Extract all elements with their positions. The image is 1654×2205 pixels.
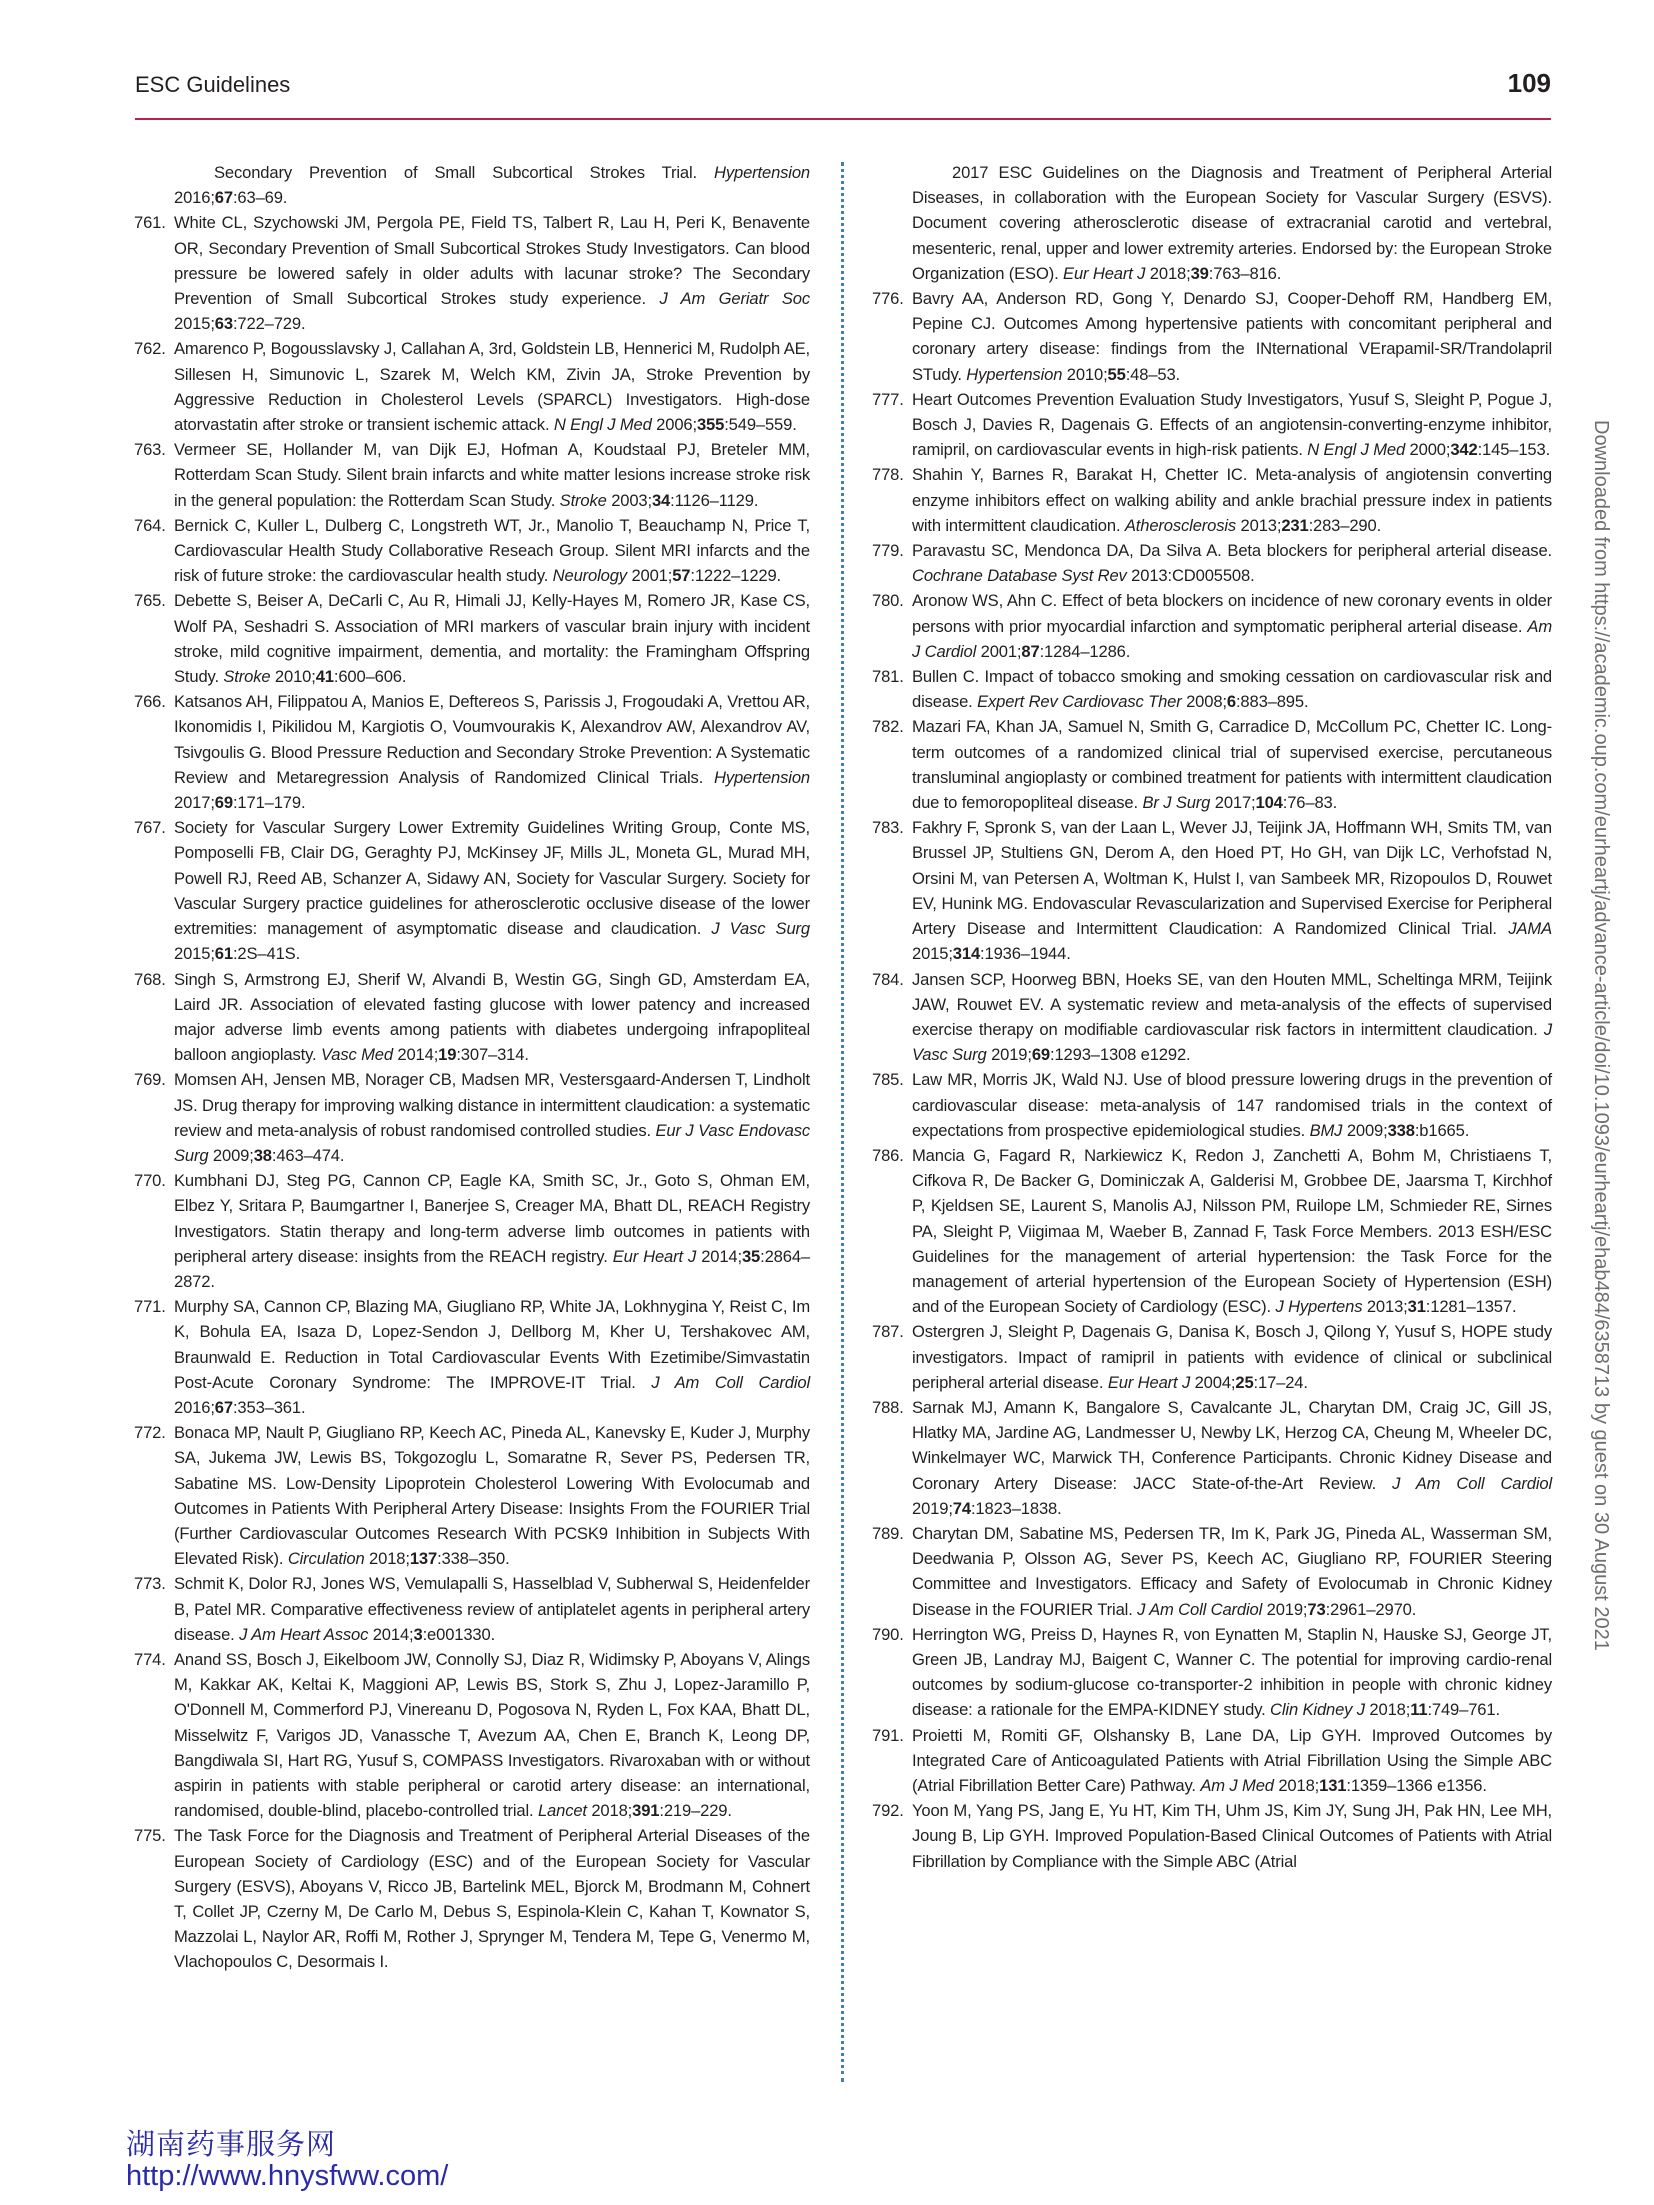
reference-entry	[134, 1647, 810, 1823]
reference-year: 2017;	[174, 793, 215, 813]
reference-entry	[134, 689, 810, 815]
reference-number: 783.	[872, 818, 904, 838]
volume-number: 57	[672, 566, 691, 586]
journal-name: N Engl J Med	[553, 415, 652, 435]
reference-year: 2018;	[1369, 1700, 1411, 1720]
reference-text: Jansen SCP, Hoorweg BBN, Hoeks SE, van den Houten MML, Scheltinga MRM, Teijink JAW, Rouwet EV. A systematic review and meta-analysis of the effects of supervised exercise therapy on modifiable cardiovascular risk factors in intermittent claudication.	[912, 969, 1552, 1039]
volume-number: 87	[1021, 641, 1040, 661]
volume-number: 67	[214, 188, 233, 208]
reference-text: Anand SS, Bosch J, Eikelboom JW, Connolly SJ, Diaz R, Widimsky P, Aboyans V, Alings M, Kakkar AK, Keltai K, Maggioni AP, Lewis BS, Stork S, Zhu J, Lopez-Jaramillo P, O'Donnell M, Commerford PJ, Vinereanu D, Pogosova N, Ryden L, Fox KAA, Bhatt DL, Misselwitz F, Varigos JD, Vanassche T, Avezum AA, Chen E, Branch K, Leong DP, Bangdiwala SI, Hart RG, Yusuf S, COMPASS Investigators. Rivaroxaban with or without aspirin in patients with stable peripheral or carotid artery disease: an international, randomised, double-blind, placebo-controlled trial.	[174, 1649, 810, 1821]
reference-entry	[872, 967, 1552, 1068]
page-range: :1126–1129.	[670, 490, 759, 510]
journal-name: Stroke	[223, 667, 271, 687]
journal-name: Hypertension	[714, 767, 810, 787]
reference-text: Kumbhani DJ, Steg PG, Cannon CP, Eagle KA, Smith SC, Jr., Goto S, Ohman EM, Elbez Y, Sritara P, Baumgartner I, Banerjee S, Creager MA, Bhatt DL, REACH Registry Investigators. Statin therapy and long-term adverse limb outcomes in patients with peripheral artery disease: insights from the REACH registry.	[174, 1171, 810, 1266]
page-range: :338–350.	[437, 1549, 510, 1569]
reference-year: 2006;	[656, 415, 697, 435]
reference-entry	[134, 1420, 810, 1571]
reference-text: Fakhry F, Spronk S, van der Laan L, Wever JJ, Teijink JA, Hoffmann WH, Smits TM, van Brussel JP, Stultiens GN, Derom A, den Hoed PT, Ho GH, van Dijk LC, Verhofstad N, Orsini M, van Petersen A, Woltman K, Hulst I, van Sambeek MR, Rizopoulos D, Rouwet EV, Hunink MG. Endovascular Revascularization and Supervised Exercise for Peripheral Artery Disease and Intermittent Claudication: A Randomized Clinical Trial.	[912, 818, 1552, 939]
reference-number: 780.	[872, 591, 904, 611]
reference-text: Murphy SA, Cannon CP, Blazing MA, Giugliano RP, White JA, Lokhnygina Y, Reist C, Im K, Bohula EA, Isaza D, Lopez-Sendon J, Dellborg M, Kher U, Tershakovec AM, Braunwald E. Reduction in Total Cardiovascular Events With Ezetimibe/Simvastatin Post-Acute Coronary Syndrome: The IMPROVE-IT Trial.	[174, 1297, 810, 1392]
journal-name: Hypertension	[966, 364, 1063, 384]
reference-text: Shahin Y, Barnes R, Barakat H, Chetter IC. Meta-analysis of angiotensin converting enzyme inhibitors effect on walking ability and ankle brachial pressure index in patients with intermittent claudication.	[912, 465, 1552, 535]
reference-text: Paravastu SC, Mendonca DA, Da Silva A. Beta blockers for peripheral arterial disease.	[912, 541, 1552, 561]
journal-name: Neurology	[552, 566, 627, 586]
reference-year: 2004;	[1194, 1372, 1236, 1392]
reference-text: White CL, Szychowski JM, Pergola PE, Field TS, Talbert R, Lau H, Peri K, Benavente OR, Secondary Prevention of Small Subcortical Strokes Study Investigators. Can blood pressure be lowered safely in older adults with lacunar stroke? The Secondary Prevention of Small Subcortical Strokes study experience.	[174, 213, 810, 309]
reference-number: 766.	[134, 692, 166, 712]
reference-number: 776.	[872, 289, 904, 309]
page-number: 109	[1507, 68, 1551, 98]
column-divider	[841, 162, 844, 2082]
reference-entry	[134, 210, 810, 336]
reference-year: 2014;	[397, 1045, 439, 1065]
reference-text: Mancia G, Fagard R, Narkiewicz K, Redon J, Zanchetti A, Bohm M, Christiaens T, Cifkova R, De Backer G, Dominiczak A, Galderisi M, Grobbee DE, Jaarsma T, Kirchhof P, Kjeldsen SE, Laurent S, Manolis AJ, Nilsson PM, Ruilope LM, Schmieder RE, Sirnes PA, Sleight P, Viigimaa M, Waeber B, Zannad F, Task Force Members. 2013 ESH/ESC Guidelines for the management of arterial hypertension: the Task Force for the management of arterial hypertension of the European Society of Hypertension (ESH) and of the European Society of Cardiology (ESC).	[912, 1145, 1552, 1317]
reference-text: Aronow WS, Ahn C. Effect of beta blockers on incidence of new coronary events in older persons with prior myocardial infarction and symptomatic peripheral arterial disease.	[912, 591, 1552, 636]
reference-text: Herrington WG, Preiss D, Haynes R, von Eynatten M, Staplin N, Hauske SJ, George JT, Green JB, Landray MJ, Baigent C, Wanner C. The potential for improving cardio-renal outcomes by sodium-glucose co-transporter-2 inhibition in people with chronic kidney disease: a rationale for the EMPA-KIDNEY study.	[912, 1624, 1552, 1720]
reference-entry	[872, 387, 1552, 463]
reference-number: 777.	[872, 389, 904, 409]
reference-column-right	[872, 160, 1552, 1874]
watermark-url[interactable]: http://www.hnysfww.com/	[126, 2160, 449, 2192]
volume-number: 11	[1410, 1700, 1428, 1720]
reference-number: 779.	[872, 541, 904, 561]
reference-entry	[872, 1395, 1552, 1521]
reference-year: 2001;	[631, 566, 673, 586]
reference-number: 761.	[134, 213, 166, 233]
reference-number: 769.	[134, 1070, 166, 1090]
reference-text: Amarenco P, Bogousslavsky J, Callahan A, 3rd, Goldstein LB, Hennerici M, Rudolph AE, Sillesen H, Simunovic L, Szarek M, Welch KM, Zivin JA, Stroke Prevention by Aggressive Reduction in Cholesterol Levels (SPARCL) Investigators. High-dose atorvastatin after stroke or transient ischemic attack.	[174, 339, 810, 435]
reference-entry	[134, 1067, 810, 1168]
page-range: :763–816.	[1208, 263, 1282, 283]
watermark-text: 湖南药事服务网	[126, 2127, 337, 2161]
reference-entry	[134, 513, 810, 589]
reference-text: Sarnak MJ, Amann K, Bangalore S, Cavalcante JL, Charytan DM, Craig JC, Gill JS, Hlatky MA, Jardine AG, Landmesser U, Newby LK, Herzog CA, Cheung M, Wheeler DC, Winkelmayer WC, Marwick TH, Conference Participants. Chronic Kidney Disease and Coronary Artery Disease: JACC State-of-the-Art Review.	[912, 1397, 1552, 1493]
volume-number: 31	[1407, 1297, 1426, 1317]
reference-entry	[134, 815, 810, 966]
page-range: :307–314.	[456, 1045, 529, 1065]
volume-number: 69	[1031, 1045, 1051, 1065]
reference-year: 2013:CD005508.	[1131, 566, 1255, 586]
reference-number: 764.	[134, 515, 166, 535]
reference-year: 2003;	[611, 490, 652, 510]
volume-number: 137	[409, 1549, 438, 1569]
reference-number: 772.	[134, 1423, 166, 1443]
page-range: :1823–1838.	[970, 1498, 1062, 1518]
journal-name: Clin Kidney J	[1270, 1700, 1365, 1720]
reference-year: 2019;	[912, 1498, 953, 1518]
page-range: :1284–1286.	[1039, 641, 1131, 661]
journal-name: Eur Heart J	[1107, 1372, 1191, 1392]
page-range: :1936–1944.	[980, 944, 1071, 964]
journal-name: Eur Heart J	[1063, 263, 1146, 283]
volume-number: 355	[696, 415, 725, 435]
reference-year: 2014;	[372, 1624, 414, 1644]
reference-number: 770.	[134, 1171, 166, 1191]
reference-number: 788.	[872, 1397, 904, 1417]
reference-number: 771.	[134, 1297, 166, 1317]
volume-number: 38	[253, 1145, 272, 1165]
volume-number: 39	[1190, 263, 1209, 283]
reference-year: 2009;	[1346, 1120, 1388, 1140]
volume-number: 34	[651, 490, 671, 510]
reference-entry	[872, 1521, 1552, 1622]
reference-year: 2014;	[701, 1246, 742, 1266]
header-rule	[135, 118, 1551, 120]
journal-name: J Am Coll Cardiol	[651, 1372, 810, 1392]
volume-number: 73	[1307, 1599, 1326, 1619]
journal-name: BMJ	[1309, 1120, 1343, 1140]
volume-number: 61	[214, 944, 233, 964]
reference-number: 781.	[872, 667, 904, 687]
reference-year: 2013;	[1366, 1297, 1408, 1317]
reference-text: Yoon M, Yang PS, Jang E, Yu HT, Kim TH, Uhm JS, Kim JY, Sung JH, Pak HN, Lee MH, Joung B, Lip GYH. Improved Population-Based Clinical Outcomes of Patients with Atrial Fibrillation by Compliance with the Simple ABC (Atrial	[912, 1801, 1552, 1871]
journal-name: J Am Geriatr Soc	[659, 289, 810, 309]
reference-number: 778.	[872, 465, 904, 485]
reference-text: Proietti M, Romiti GF, Olshansky B, Lane DA, Lip GYH. Improved Outcomes by Integrated Care of Anticoagulated Patients with Atrial Fibrillation Using the Simple ABC (Atrial Fibrillation Better Care) Pathway.	[912, 1725, 1552, 1795]
volume-number: 338	[1387, 1120, 1415, 1140]
page-range: :722–729.	[232, 314, 306, 334]
reference-text: Mazari FA, Khan JA, Samuel N, Smith G, Carradice D, McCollum PC, Chetter IC. Long-term outcomes of a randomized clinical trial of supervised exercise, percutaneous transluminal angioplasty or combined treatment for patients with intermittent claudication due to femoropopliteal disease.	[912, 717, 1552, 813]
page-range: :b1665.	[1414, 1120, 1470, 1140]
reference-year: 2009;	[212, 1145, 254, 1165]
reference-entry	[134, 437, 810, 513]
journal-name: JAMA	[1508, 919, 1552, 939]
reference-entry	[872, 1143, 1552, 1319]
reference-number: 786.	[872, 1145, 904, 1165]
reference-text: Bernick C, Kuller L, Dulberg C, Longstreth WT, Jr., Manolio T, Beauchamp N, Price T, Cardiovascular Health Study Collaborative Reseach Group. Silent MRI infarcts and the risk of future stroke: the cardiovascular health study.	[174, 515, 810, 586]
page-range: :171–179.	[232, 793, 306, 813]
page-range: :e001330.	[422, 1624, 496, 1644]
reference-number: 767.	[134, 818, 166, 838]
journal-name: Am J Med	[1200, 1776, 1274, 1795]
reference-text: Vermeer SE, Hollander M, van Dijk EJ, Hofman A, Koudstaal PJ, Breteler MM, Rotterdam Scan Study. Silent brain infarcts and white matter lesions increase stroke risk in the general population: the Rotterdam Scan Study.	[174, 440, 810, 510]
reference-text: Katsanos AH, Filippatou A, Manios E, Deftereos S, Parissis J, Frogoudaki A, Vrettou AR, Ikonomidis I, Pikilidou M, Kargiotis O, Voumvourakis K, Alexandrov AW, Alexandrov AV, Tsivgoulis G. Blood Pressure Reduction and Secondary Stroke Prevention: A Systematic Review and Metaregression Analysis of Randomized Clinical Trials.	[174, 692, 810, 787]
reference-text: Bonaca MP, Nault P, Giugliano RP, Keech AC, Pineda AL, Kanevsky E, Kuder J, Murphy SA, Jukema JW, Lewis BS, Tokgozoglu L, Somaratne R, Sever PS, Pedersen TR, Sabatine MS. Low-Density Lipoprotein Cholesterol Lowering With Evolocumab and Outcomes in Patients With Peripheral Artery Disease: Insights From the FOURIER Trial (Further Cardiovascular Outcomes Research With PCSK9 Inhibition in Subjects With Elevated Risk).	[174, 1423, 810, 1569]
reference-text: Singh S, Armstrong EJ, Sherif W, Alvandi B, Westin GG, Singh GD, Amsterdam EA, Laird JR. Association of elevated fasting glucose with lower patency and increased major adverse limb events among patients with diabetes undergoing infrapopliteal balloon angioplasty.	[174, 969, 810, 1065]
reference-text: Society for Vascular Surgery Lower Extremity Guidelines Writing Group, Conte MS, Pomposelli FB, Clair DG, Geraghty PJ, McKinsey JF, Mills JL, Moneta GL, Murad MH, Powell RJ, Reed AB, Schanzer A, Sidawy AN, Society for Vascular Surgery. Society for Vascular Surgery practice guidelines for atherosclerotic occlusive disease of the lower extremities: management of asymptomatic disease and claudication.	[174, 818, 810, 939]
reference-column-left	[134, 160, 810, 1975]
reference-text: Schmit K, Dolor RJ, Jones WS, Vemulapalli S, Hasselblad V, Subherwal S, Heidenfelder B, Patel MR. Comparative effectiveness review of antiplatelet agents in peripheral artery disease.	[174, 1574, 810, 1644]
journal-name: N Engl J Med	[1307, 440, 1406, 460]
reference-year: 2010;	[1066, 364, 1108, 384]
reference-entry	[872, 588, 1552, 664]
journal-name: Hypertension	[714, 163, 810, 182]
reference-entry	[872, 1798, 1552, 1874]
reference-number: 789.	[872, 1523, 904, 1543]
journal-name: Cochrane Database Syst Rev	[912, 566, 1127, 586]
journal-name: Br J Surg	[1142, 793, 1211, 813]
page-range: :283–290.	[1308, 515, 1382, 535]
reference-year: 2018;	[369, 1549, 410, 1569]
volume-number: 342	[1450, 440, 1478, 460]
volume-number: 41	[315, 667, 334, 687]
page-range: :600–606.	[333, 667, 407, 687]
reference-year: 2018;	[1149, 263, 1191, 283]
reference-number: 784.	[872, 969, 904, 989]
reference-number: 790.	[872, 1624, 904, 1644]
volume-number: 3	[413, 1624, 423, 1644]
reference-entry	[872, 815, 1552, 966]
reference-text: Bullen C. Impact of tobacco smoking and smoking cessation on cardiovascular risk and disease.	[912, 667, 1552, 712]
reference-entry	[134, 160, 810, 210]
volume-number: 391	[632, 1801, 660, 1821]
journal-name: Stroke	[559, 490, 607, 510]
reference-entry	[872, 1622, 1552, 1723]
reference-entry	[872, 462, 1552, 538]
reference-entry	[134, 967, 810, 1068]
page-range: :48–53.	[1125, 364, 1181, 384]
reference-entry	[134, 1294, 810, 1420]
volume-number: 6	[1226, 692, 1236, 712]
reference-number: 762.	[134, 339, 166, 359]
reference-year: 2015;	[912, 944, 953, 964]
reference-number: 792.	[872, 1801, 904, 1821]
reference-entry	[872, 538, 1552, 588]
volume-number: 104	[1255, 793, 1283, 813]
page-range: :145–153.	[1477, 440, 1551, 460]
reference-year: 2019;	[1266, 1599, 1308, 1619]
running-header: ESC Guidelines	[135, 72, 291, 97]
reference-entry	[872, 286, 1552, 387]
reference-text: Heart Outcomes Prevention Evaluation Study Investigators, Yusuf S, Sleight P, Pogue J, Bosch J, Davies R, Dagenais G. Effects of an angiotensin-converting-enzyme inhibitor, ramipril, on cardiovascular events in high-risk patients.	[912, 389, 1552, 460]
page-range: :749–761.	[1427, 1700, 1500, 1720]
volume-number: 19	[438, 1045, 457, 1065]
reference-number: 774.	[134, 1649, 166, 1669]
page-range: :1359–1366 e1356.	[1346, 1776, 1487, 1795]
reference-number: 791.	[872, 1725, 904, 1745]
reference-text: Secondary Prevention of Small Subcortical Strokes Trial.	[214, 163, 697, 182]
volume-number: 55	[1107, 364, 1126, 384]
reference-text: Ostergren J, Sleight P, Dagenais G, Danisa K, Bosch J, Qilong Y, Yusuf S, HOPE study investigators. Impact of ramipril in patients with evidence of clinical or subclinical peripheral arterial disease.	[912, 1322, 1552, 1392]
page-range: :219–229.	[659, 1801, 732, 1821]
reference-entry	[134, 1571, 810, 1647]
volume-number: 67	[214, 1397, 233, 1417]
reference-entry	[134, 1823, 810, 1974]
reference-text: Bavry AA, Anderson RD, Gong Y, Denardo SJ, Cooper-Dehoff RM, Handberg EM, Pepine CJ. Outcomes Among hypertensive patients with concomitant peripheral and coronary artery disease: findings from the INternational VErapamil-SR/Trandolapril STudy.	[912, 289, 1552, 384]
journal-name: Am J Cardiol	[912, 616, 1552, 661]
page-range: :2864–2872.	[174, 1246, 810, 1291]
page-range: :2S–41S.	[232, 944, 301, 964]
page-range: :2961–2970.	[1325, 1599, 1417, 1619]
reference-number: 773.	[134, 1574, 166, 1594]
reference-year: 2016;	[174, 1397, 215, 1417]
page-range: :463–474.	[271, 1145, 345, 1165]
journal-name: J Am Coll Cardiol	[1392, 1473, 1552, 1493]
volume-number: 314	[952, 944, 981, 964]
reference-year: 2010;	[274, 667, 316, 687]
journal-name: J Am Heart Assoc	[239, 1624, 369, 1644]
reference-year: 2018;	[591, 1801, 633, 1821]
volume-number: 69	[214, 793, 233, 813]
reference-number: 775.	[134, 1826, 166, 1846]
journal-name: Circulation	[287, 1549, 365, 1569]
reference-year: 2008;	[1186, 692, 1227, 712]
reference-text: Law MR, Morris JK, Wald NJ. Use of blood pressure lowering drugs in the prevention of cardiovascular disease: meta-analysis of 147 randomised trials in the context of expectations from prospective epidemiological studies.	[912, 1070, 1552, 1140]
reference-year: 2015;	[174, 314, 215, 334]
reference-number: 787.	[872, 1322, 904, 1342]
reference-text: Debette S, Beiser A, DeCarli C, Au R, Himali JJ, Kelly-Hayes M, Romero JR, Kase CS, Wolf PA, Seshadri S. Association of MRI markers of vascular brain injury with incident stroke, mild cognitive impairment, dementia, and mortality: the Framingham Offspring Study.	[174, 591, 810, 687]
reference-year: 2018;	[1278, 1776, 1320, 1795]
reference-entry	[872, 664, 1552, 714]
volume-number: 35	[741, 1246, 761, 1266]
journal-name: Atherosclerosis	[1124, 515, 1237, 535]
reference-text: Momsen AH, Jensen MB, Norager CB, Madsen MR, Vestersgaard-Andersen T, Lindholt JS. Drug therapy for improving walking distance in intermittent claudication: a systematic review and meta-analysis of robust randomised controlled studies.	[174, 1070, 810, 1140]
volume-number: 131	[1319, 1776, 1347, 1795]
reference-entry	[872, 1067, 1552, 1143]
reference-number: 768.	[134, 969, 166, 989]
reference-year: 2000;	[1409, 440, 1451, 460]
page-range: :1281–1357.	[1425, 1297, 1517, 1317]
reference-entry	[134, 588, 810, 689]
reference-year: 2017;	[1214, 793, 1256, 813]
reference-entry	[134, 336, 810, 437]
reference-year: 2019;	[991, 1045, 1032, 1065]
journal-name: J Vasc Surg	[912, 1019, 1552, 1065]
journal-name: J Hypertens	[1275, 1297, 1363, 1317]
page-range: :883–895.	[1235, 692, 1309, 712]
volume-number: 231	[1281, 515, 1309, 535]
page-range: :17–24.	[1253, 1372, 1308, 1392]
reference-number: 763.	[134, 440, 166, 460]
journal-name: Expert Rev Cardiovasc Ther	[977, 692, 1182, 712]
page-range: :1293–1308 e1292.	[1050, 1045, 1191, 1065]
reference-text: Charytan DM, Sabatine MS, Pedersen TR, Im K, Park JG, Pineda AL, Wasserman SM, Deedwania P, Olsson AG, Sever PS, Keech AC, Giugliano RP, FOURIER Steering Committee and Investigators. Efficacy and Safety of Evolocumab in Chronic Kidney Disease in the FOURIER Trial.	[912, 1523, 1552, 1619]
reference-entry	[872, 160, 1552, 286]
reference-number: 765.	[134, 591, 166, 611]
reference-text: The Task Force for the Diagnosis and Treatment of Peripheral Arterial Diseases of the European Society of Cardiology (ESC) and of the European Society for Vascular Surgery (ESVS), Aboyans V, Ricco JB, Bartelink MEL, Bjorck M, Brodmann M, Cohnert T, Collet JP, Czerny M, De Carlo M, Debus S, Espinola-Klein C, Kahan T, Kownator S, Mazzolai L, Naylor AR, Roffi M, Rother J, Sprynger M, Tendera M, Tepe G, Venermo M, Vlachopoulos C, Desormais I.	[174, 1826, 810, 1972]
page-range: :63–69.	[232, 188, 288, 208]
page-range: :549–559.	[724, 415, 797, 435]
journal-name: J Vasc Surg	[711, 919, 810, 939]
reference-entry	[872, 1723, 1552, 1799]
page-range: :76–83.	[1282, 793, 1338, 813]
volume-number: 25	[1235, 1372, 1254, 1392]
journal-name: Eur J Vasc Endovasc Surg	[174, 1120, 811, 1165]
page-range: :1222–1229.	[690, 566, 782, 586]
page-range: :353–361.	[232, 1397, 306, 1417]
reference-year: 2001;	[980, 641, 1022, 661]
reference-text: 2017 ESC Guidelines on the Diagnosis and Treatment of Peripheral Arterial Diseases, in collaboration with the European Society for Vascular Surgery (ESVS). Document covering atherosclerotic disease of extracranial carotid and vertebral, mesenteric, renal, upper and lower extremity arteries. Endorsed by: the European Stroke Organization (ESO).	[912, 163, 1552, 283]
volume-number: 74	[952, 1498, 971, 1518]
reference-number: 785.	[872, 1070, 904, 1090]
reference-year: 2016;	[174, 188, 215, 208]
volume-number: 63	[214, 314, 233, 334]
reference-year: 2015;	[174, 944, 215, 964]
download-notice: Downloaded from https://academic.oup.com/eurheartj/advance-article/doi/10.1093/eurheartj/ehab484/6358713 by guest on 30 August 2021	[1590, 420, 1612, 1651]
journal-name: Vasc Med	[320, 1045, 393, 1065]
reference-year: 2013;	[1240, 515, 1282, 535]
journal-name: Eur Heart J	[612, 1246, 697, 1266]
reference-entry	[134, 1168, 810, 1294]
journal-name: J Am Coll Cardiol	[1137, 1599, 1263, 1619]
reference-entry	[872, 714, 1552, 815]
journal-name: Lancet	[537, 1801, 587, 1821]
reference-number: 782.	[872, 717, 904, 737]
reference-entry	[872, 1319, 1552, 1395]
